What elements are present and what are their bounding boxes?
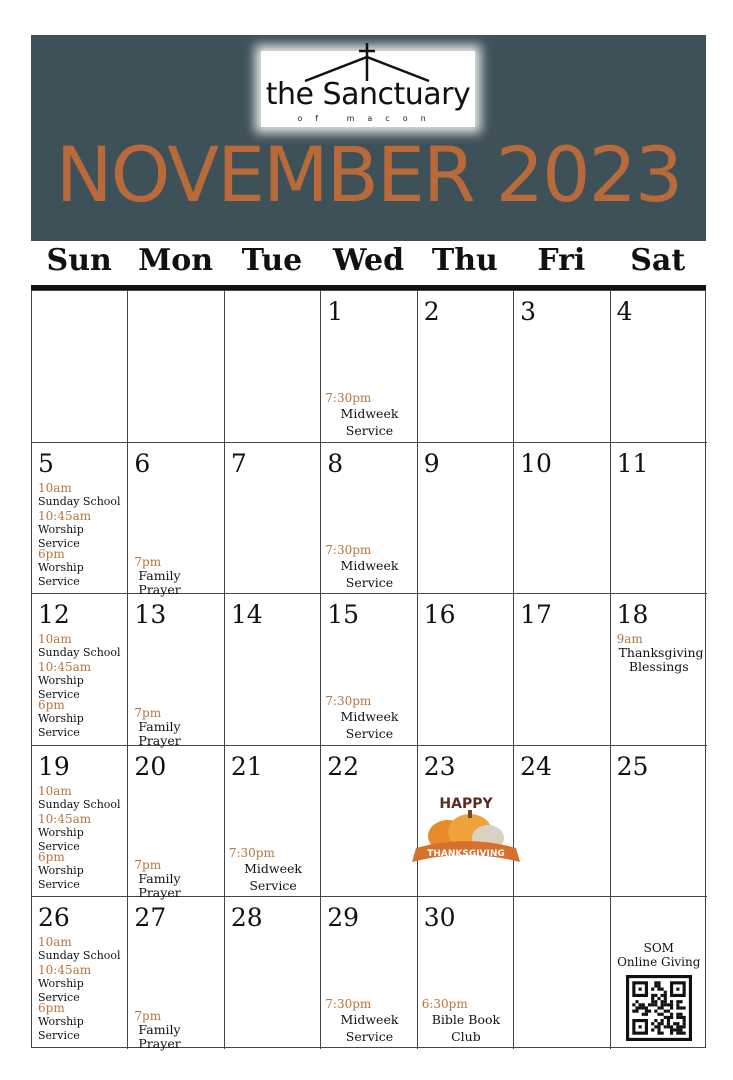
weekday-sat: Sat <box>630 243 686 278</box>
day-number: 8 <box>327 448 344 478</box>
event-name: Sunday School <box>38 949 121 963</box>
event-item <box>229 846 317 894</box>
event-item <box>38 547 127 589</box>
empty-day-cell <box>225 291 321 443</box>
event-item <box>38 481 121 509</box>
day-number: 11 <box>616 448 649 478</box>
event-time: 10:45am <box>38 660 92 675</box>
day-cell-14 <box>225 594 321 746</box>
empty-day-cell <box>128 291 224 443</box>
event-name: Family Prayer <box>138 870 181 900</box>
qr-label-line: SOM <box>643 941 674 956</box>
event-name: Worship Service <box>38 674 84 702</box>
weekday-tue: Tue <box>241 243 303 278</box>
event-item <box>325 543 413 591</box>
event-time: 6pm <box>38 1001 65 1016</box>
happy-text: HAPPY <box>439 795 493 812</box>
day-cell-18 <box>611 594 707 746</box>
event-name: Worship Service <box>38 560 84 588</box>
event-item <box>38 632 121 660</box>
day-cell-25 <box>611 746 707 898</box>
day-cell-3 <box>514 291 610 443</box>
day-cell-2 <box>418 291 514 443</box>
day-cell-24 <box>514 746 610 898</box>
event-name: Thanksgiving Blessings <box>618 645 704 675</box>
event-name: Family Prayer <box>138 567 181 597</box>
event-item <box>38 509 127 551</box>
event-time: 10:45am <box>38 963 92 978</box>
event-name: Sunday School <box>38 797 121 811</box>
event-time: 10am <box>38 783 72 798</box>
day-cell-6 <box>128 443 224 595</box>
day-number: 16 <box>423 600 456 630</box>
event-name: Worship Service <box>38 825 84 853</box>
day-cell-30 <box>418 897 514 1049</box>
event-item <box>325 391 413 439</box>
day-number: 14 <box>230 600 263 630</box>
event-item <box>134 1009 223 1051</box>
day-cell-23 <box>418 746 514 898</box>
day-cell-27 <box>128 897 224 1052</box>
event-time: 10:45am <box>38 508 92 523</box>
event-name: Midweek Service <box>340 406 399 438</box>
event-item <box>325 694 413 742</box>
happy-thanksgiving-graphic <box>408 786 524 876</box>
day-cell-12 <box>32 594 128 746</box>
event-item <box>38 660 127 702</box>
weekday-wed: Wed <box>332 243 405 278</box>
day-number: 17 <box>520 600 552 630</box>
day-cell-22 <box>321 746 417 898</box>
event-item <box>325 997 413 1045</box>
day-number: 7 <box>230 448 247 478</box>
empty-day-cell <box>611 897 707 1049</box>
event-name: Family Prayer <box>138 719 181 749</box>
day-number: 23 <box>423 751 456 781</box>
day-number: 19 <box>38 751 70 781</box>
day-cell-15 <box>321 594 417 746</box>
event-item <box>134 555 223 597</box>
day-number: 21 <box>230 751 263 781</box>
day-number: 29 <box>327 903 360 933</box>
day-cell-28 <box>225 897 321 1049</box>
event-item <box>134 706 223 748</box>
day-cell-5 <box>32 443 128 595</box>
weekday-mon: Mon <box>138 243 214 278</box>
event-time: 10am <box>38 935 72 950</box>
day-cell-9 <box>418 443 514 595</box>
day-number: 10 <box>520 448 552 478</box>
day-cell-21 <box>225 746 321 898</box>
weekday-sun: Sun <box>46 243 112 278</box>
event-time: 6pm <box>38 546 65 561</box>
day-cell-16 <box>418 594 514 746</box>
day-number: 18 <box>616 600 649 630</box>
event-time: 7pm <box>134 706 162 721</box>
event-item <box>616 632 704 675</box>
event-item <box>422 997 510 1045</box>
empty-day-cell <box>32 291 128 443</box>
event-name: Bible Book Club <box>431 1012 501 1045</box>
day-number: 12 <box>38 600 70 630</box>
day-cell-1 <box>321 291 417 443</box>
day-number: 3 <box>520 297 537 326</box>
day-number: 27 <box>134 903 167 933</box>
month-title: NOVEMBER 2023 <box>55 130 682 219</box>
day-cell-7 <box>225 443 321 595</box>
event-item <box>38 812 127 854</box>
event-item <box>134 858 223 900</box>
event-name: Worship Service <box>38 977 84 1005</box>
thanksgiving-text: THANKSGIVING <box>426 848 505 859</box>
event-item <box>38 935 121 963</box>
event-time: 7:30pm <box>325 391 372 405</box>
event-time: 7pm <box>134 1009 162 1024</box>
day-number: 15 <box>327 600 360 630</box>
day-number: 30 <box>423 903 456 933</box>
day-number: 6 <box>134 448 151 478</box>
weekday-header-row <box>31 243 706 283</box>
event-time: 7pm <box>134 554 162 569</box>
event-name: Worship Service <box>38 863 84 891</box>
event-time: 6:30pm <box>421 997 468 1012</box>
day-cell-20 <box>128 746 224 898</box>
event-name: Midweek Service <box>340 709 399 742</box>
day-number: 26 <box>38 903 70 933</box>
event-time: 9am <box>616 632 643 647</box>
day-cell-29 <box>321 897 417 1049</box>
event-item <box>38 850 127 892</box>
day-number: 9 <box>423 448 440 478</box>
day-number: 1 <box>327 297 344 326</box>
day-number: 20 <box>134 751 167 781</box>
event-name: Worship Service <box>38 712 84 740</box>
day-cell-19 <box>32 746 128 898</box>
day-number: 2 <box>423 297 440 326</box>
event-name: Midweek Service <box>340 1012 399 1045</box>
event-time: 6pm <box>38 849 65 864</box>
weekday-fri: Fri <box>537 243 586 278</box>
day-cell-11 <box>611 443 707 595</box>
day-cell-8 <box>321 443 417 595</box>
church-logo <box>261 51 475 127</box>
event-time: 7:30pm <box>325 542 372 557</box>
qr-label-line: Online Giving <box>617 955 701 970</box>
day-number: 13 <box>134 600 167 630</box>
event-time: 10:45am <box>38 811 92 826</box>
day-number: 24 <box>520 751 552 781</box>
event-name: Family Prayer <box>138 1022 181 1052</box>
event-name: Midweek Service <box>340 557 399 590</box>
logo-subtitle: of macon <box>297 114 439 123</box>
empty-day-cell <box>514 897 610 1049</box>
event-time: 7:30pm <box>325 694 372 709</box>
day-number: 28 <box>230 903 263 933</box>
weekday-thu: Thu <box>431 243 498 278</box>
event-time: 6pm <box>38 698 65 713</box>
day-cell-17 <box>514 594 610 746</box>
event-time: 7:30pm <box>325 997 372 1012</box>
event-item <box>38 784 121 812</box>
day-cell-26 <box>32 897 128 1049</box>
event-time: 10am <box>38 632 72 647</box>
event-time: 7:30pm <box>228 845 275 860</box>
day-number: 5 <box>38 448 54 478</box>
logo-text: the Sanctuary <box>265 77 471 112</box>
day-number: 25 <box>616 751 649 781</box>
day-cell-10 <box>514 443 610 595</box>
event-name: Worship Service <box>38 522 84 550</box>
day-number: 4 <box>616 297 633 326</box>
event-item <box>38 1001 127 1043</box>
online-giving-label <box>611 941 707 969</box>
day-number: 22 <box>327 751 360 781</box>
event-name: Worship Service <box>38 1015 84 1043</box>
calendar-header <box>31 35 706 241</box>
event-name: Midweek Service <box>244 860 302 893</box>
event-name: Sunday School <box>38 494 121 508</box>
event-item <box>38 698 127 740</box>
day-cell-4 <box>611 291 707 443</box>
calendar-grid <box>31 290 706 1052</box>
event-time: 7pm <box>134 857 162 872</box>
event-name: Sunday School <box>38 646 121 660</box>
event-time: 10am <box>38 480 72 495</box>
event-item <box>38 963 127 1005</box>
qr-code-icon[interactable] <box>625 975 693 1041</box>
day-cell-13 <box>128 594 224 749</box>
